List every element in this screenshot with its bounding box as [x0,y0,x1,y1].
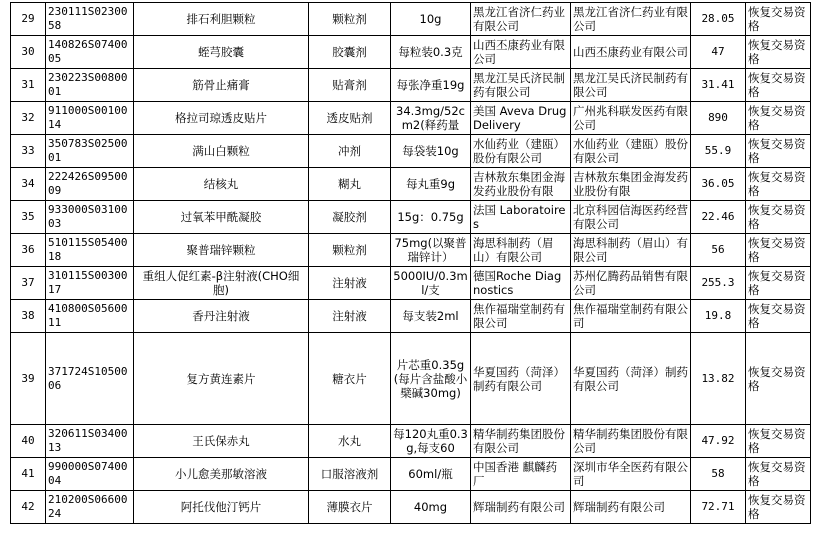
trade-status-cell: 恢复交易资格 [746,135,811,168]
drug-code-cell: 210200S0660024 [46,491,134,524]
dosage-form-cell: 冲剂 [309,135,391,168]
manufacturer-cell: 黑龙江省济仁药业有限公司 [471,3,571,36]
drug-name-cell: 王氏保赤丸 [134,425,309,458]
drug-code-cell: 140826S0740005 [46,36,134,69]
table-row [11,458,811,491]
manufacturer-cell: 吉林敖东集团金海发药业股份有限 [471,168,571,201]
drug-name-cell: 重组人促红素-β注射液(CHO细胞) [134,267,309,300]
drug-code-cell: 350783S0250001 [46,135,134,168]
license-holder-cell: 吉林敖东集团金海发药业股份有限 [571,168,691,201]
price-cell: 47.92 [691,425,746,458]
dosage-form-cell: 颗粒剂 [309,234,391,267]
manufacturer-cell: 焦作福瑞堂制药有限公司 [471,300,571,333]
license-holder-cell: 山西丕康药业有限公司 [571,36,691,69]
table-row [11,300,811,333]
license-holder-cell: 精华制药集团股份有限公司 [571,425,691,458]
drug-code-cell: 911000S0010014 [46,102,134,135]
specification-cell: 每袋装10g [391,135,471,168]
drug-name-cell: 小儿愈美那敏溶液 [134,458,309,491]
table-row [11,425,811,458]
price-cell: 72.71 [691,491,746,524]
dosage-form-cell: 水丸 [309,425,391,458]
dosage-form-cell: 薄膜衣片 [309,491,391,524]
drug-name-cell: 阿托伐他汀钙片 [134,491,309,524]
drug-name-cell: 筋骨止痛膏 [134,69,309,102]
license-holder-cell: 水仙药业（建瓯）股份有限公司 [571,135,691,168]
license-holder-cell: 海思科制药（眉山）有限公司 [571,234,691,267]
drug-code-cell: 230111S0230058 [46,3,134,36]
row-number-cell: 42 [11,491,46,524]
price-cell: 58 [691,458,746,491]
specification-cell: 5000IU/0.3ml/支 [391,267,471,300]
manufacturer-cell: 法国 Laboratoires [471,201,571,234]
price-cell: 47 [691,36,746,69]
price-cell: 19.8 [691,300,746,333]
drug-code-cell: 320611S0340013 [46,425,134,458]
row-number-cell: 34 [11,168,46,201]
trade-status-cell: 恢复交易资格 [746,267,811,300]
drug-name-cell: 排石利胆颗粒 [134,3,309,36]
drug-name-cell: 聚普瑞锌颗粒 [134,234,309,267]
drug-name-cell: 格拉司琼透皮贴片 [134,102,309,135]
manufacturer-cell: 华夏国药（菏泽）制药有限公司 [471,333,571,425]
specification-cell: 60ml/瓶 [391,458,471,491]
trade-status-cell: 恢复交易资格 [746,102,811,135]
license-holder-cell: 黑龙江省济仁药业有限公司 [571,3,691,36]
drug-code-cell: 410800S0560011 [46,300,134,333]
specification-cell: 每粒装0.3克 [391,36,471,69]
manufacturer-cell: 黑龙江吴氏济民制药有限公司 [471,69,571,102]
specification-cell: 40mg [391,491,471,524]
row-number-cell: 30 [11,36,46,69]
trade-status-cell: 恢复交易资格 [746,168,811,201]
trade-status-cell: 恢复交易资格 [746,333,811,425]
drug-name-cell: 复方黄连素片 [134,333,309,425]
specification-cell: 每支装2ml [391,300,471,333]
manufacturer-cell: 海思科制药（眉山）有限公司 [471,234,571,267]
table-row [11,3,811,36]
table-row [11,36,811,69]
row-number-cell: 31 [11,69,46,102]
table-row [11,168,811,201]
trade-status-cell: 恢复交易资格 [746,3,811,36]
dosage-form-cell: 颗粒剂 [309,3,391,36]
table-row [11,135,811,168]
trade-status-cell: 恢复交易资格 [746,300,811,333]
drug-code-cell: 310115S0030017 [46,267,134,300]
specification-cell: 75mg(以聚普瑞锌计） [391,234,471,267]
row-number-cell: 37 [11,267,46,300]
row-number-cell: 33 [11,135,46,168]
dosage-form-cell: 糊丸 [309,168,391,201]
manufacturer-cell: 中国香港 麒麟药厂 [471,458,571,491]
drug-code-cell: 933000S0310003 [46,201,134,234]
drug-code-cell: 371724S1050006 [46,333,134,425]
price-cell: 13.82 [691,333,746,425]
trade-status-cell: 恢复交易资格 [746,234,811,267]
price-cell: 28.05 [691,3,746,36]
table-row [11,267,811,300]
dosage-form-cell: 凝胶剂 [309,201,391,234]
drug-price-table [10,2,811,524]
row-number-cell: 40 [11,425,46,458]
price-cell: 22.46 [691,201,746,234]
manufacturer-cell: 精华制药集团股份有限公司 [471,425,571,458]
license-holder-cell: 辉瑞制药有限公司 [571,491,691,524]
drug-name-cell: 过氧苯甲酰凝胶 [134,201,309,234]
manufacturer-cell: 德国Roche Diagnostics [471,267,571,300]
drug-code-cell: 990000S0740004 [46,458,134,491]
dosage-form-cell: 糖衣片 [309,333,391,425]
specification-cell: 34.3mg/52cm2(释药量 [391,102,471,135]
row-number-cell: 38 [11,300,46,333]
manufacturer-cell: 辉瑞制药有限公司 [471,491,571,524]
row-number-cell: 41 [11,458,46,491]
row-number-cell: 39 [11,333,46,425]
trade-status-cell: 恢复交易资格 [746,69,811,102]
price-cell: 55.9 [691,135,746,168]
drug-name-cell: 香丹注射液 [134,300,309,333]
table-row [11,69,811,102]
trade-status-cell: 恢复交易资格 [746,425,811,458]
price-cell: 31.41 [691,69,746,102]
trade-status-cell: 恢复交易资格 [746,201,811,234]
manufacturer-cell: 水仙药业（建瓯）股份有限公司 [471,135,571,168]
license-holder-cell: 焦作福瑞堂制药有限公司 [571,300,691,333]
license-holder-cell: 深圳市华全医药有限公司 [571,458,691,491]
dosage-form-cell: 口服溶液剂 [309,458,391,491]
drug-name-cell: 满山白颗粒 [134,135,309,168]
license-holder-cell: 北京科园信海医药经营有限公司 [571,201,691,234]
dosage-form-cell: 贴膏剂 [309,69,391,102]
table-row [11,234,811,267]
price-cell: 255.3 [691,267,746,300]
table-row [11,491,811,524]
row-number-cell: 32 [11,102,46,135]
drug-code-cell: 230223S0080001 [46,69,134,102]
price-cell: 890 [691,102,746,135]
manufacturer-cell: 美国 Aveva Drug Delivery [471,102,571,135]
specification-cell: 每120丸重0.3g,每支60 [391,425,471,458]
specification-cell: 15g：0.75g [391,201,471,234]
drug-name-cell: 蛭芎胶囊 [134,36,309,69]
row-number-cell: 29 [11,3,46,36]
license-holder-cell: 广州兆科联发医药有限公司 [571,102,691,135]
drug-name-cell: 结核丸 [134,168,309,201]
license-holder-cell: 黑龙江吴氏济民制药有限公司 [571,69,691,102]
price-cell: 36.05 [691,168,746,201]
manufacturer-cell: 山西丕康药业有限公司 [471,36,571,69]
drug-code-cell: 510115S0540018 [46,234,134,267]
license-holder-cell: 华夏国药（菏泽）制药有限公司 [571,333,691,425]
license-holder-cell: 苏州亿腾药品销售有限公司 [571,267,691,300]
table-row [11,201,811,234]
dosage-form-cell: 注射液 [309,300,391,333]
trade-status-cell: 恢复交易资格 [746,36,811,69]
row-number-cell: 35 [11,201,46,234]
specification-cell: 10g [391,3,471,36]
dosage-form-cell: 注射液 [309,267,391,300]
table-row [11,102,811,135]
dosage-form-cell: 透皮贴剂 [309,102,391,135]
specification-cell: 每丸重9g [391,168,471,201]
price-cell: 56 [691,234,746,267]
table-body [11,3,811,524]
specification-cell: 每张净重19g [391,69,471,102]
dosage-form-cell: 胶囊剂 [309,36,391,69]
trade-status-cell: 恢复交易资格 [746,458,811,491]
row-number-cell: 36 [11,234,46,267]
drug-code-cell: 222426S0950009 [46,168,134,201]
trade-status-cell: 恢复交易资格 [746,491,811,524]
specification-cell: 片芯重0.35g(每片含盐酸小檗碱30mg) [391,333,471,425]
table-row [11,333,811,425]
